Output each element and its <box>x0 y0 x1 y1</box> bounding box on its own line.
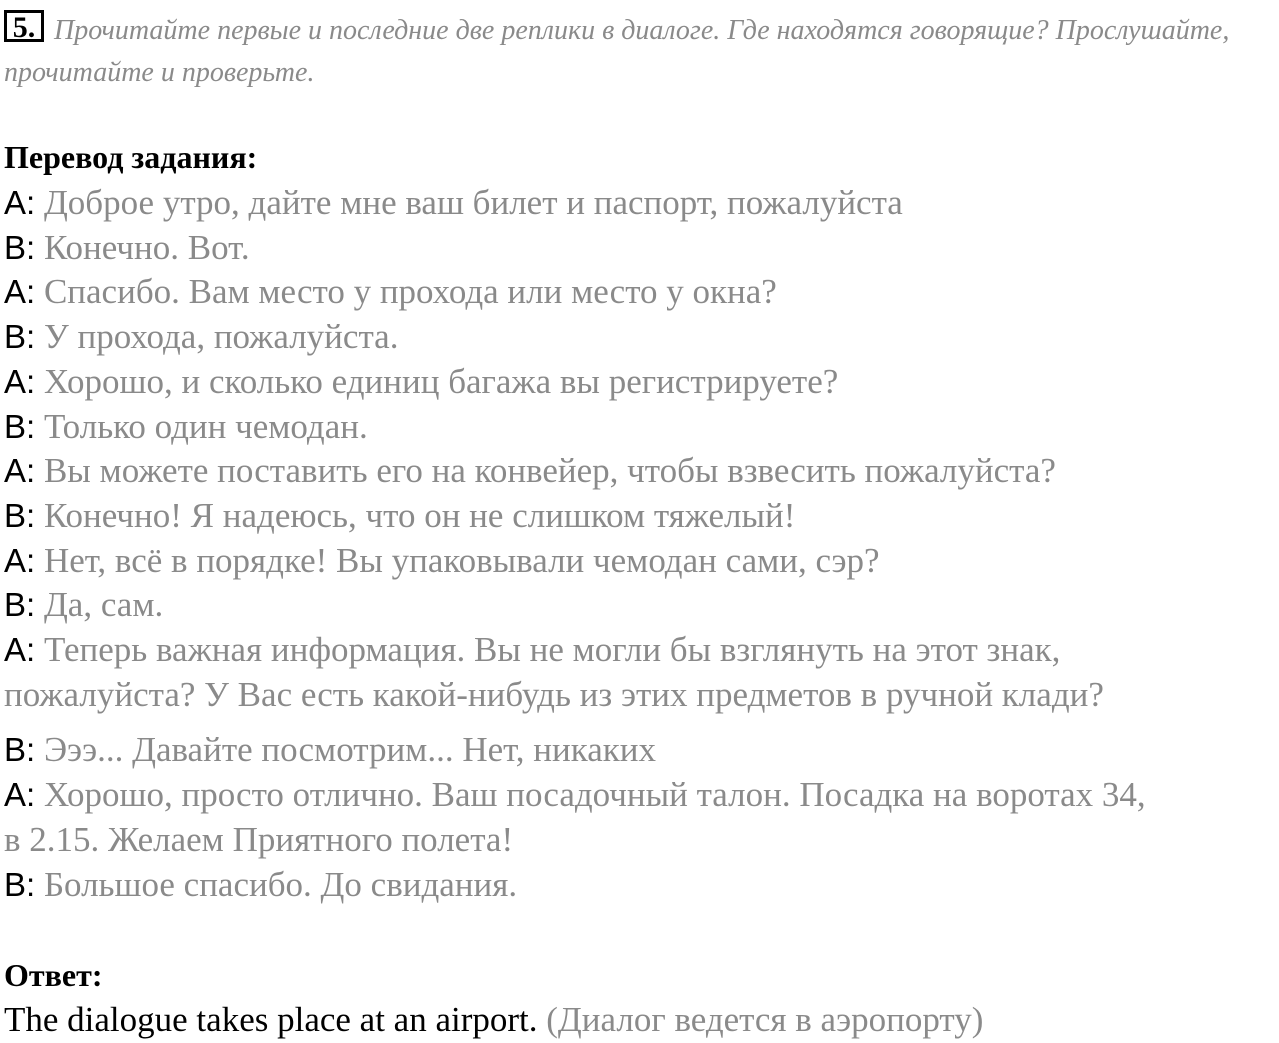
speaker-label: B <box>4 228 27 266</box>
dialogue-line: B: У прохода, пожалуйста. <box>4 317 399 357</box>
speaker-label: B <box>4 496 27 534</box>
dialogue-line: B: Эээ... Давайте посмотрим... Нет, никаких <box>4 730 657 770</box>
dialogue-line: A: Теперь важная информация. Вы не могли бы взглянуть на этот знак, <box>4 630 1061 670</box>
speaker-label: A <box>4 362 27 400</box>
speaker-label: A <box>4 541 27 579</box>
answer-english: The dialogue takes place at an airport. <box>4 1000 538 1039</box>
dialogue-text: Нет, всё в порядке! Вы упаковывали чемодан сами, сэр? <box>43 540 880 580</box>
dialogue-line: A: Хорошо, и сколько единиц багажа вы регистрируете? <box>4 361 839 401</box>
dialogue-text: Спасибо. Вам место у прохода или место у окна? <box>43 272 777 312</box>
speaker-label: B <box>4 407 27 445</box>
dialogue-line: A: Хорошо, просто отлично. Ваш посадочный талон. Посадка на воротах 34, <box>4 775 1146 815</box>
dialogue-text: Хорошо, и сколько единиц багажа вы регистрируете? <box>43 361 839 401</box>
dialogue-line: B: Конечно! Я надеюсь, что он не слишком тяжелый! <box>4 495 796 535</box>
dialogue-text: Да, сам. <box>43 585 164 625</box>
speaker-label: A <box>4 631 27 669</box>
translation-heading: Перевод задания: <box>4 139 258 175</box>
dialogue-line: B: Да, сам. <box>4 585 164 625</box>
dialogue-line: B: Только один чемодан. <box>4 406 368 446</box>
speaker-label: B <box>4 586 27 624</box>
dialogue-line-continuation: в 2.15. Желаем Приятного полета! <box>4 819 514 859</box>
speaker-label: B <box>4 731 27 769</box>
dialogue-text: Вы можете поставить его на конвейер, чтобы взвесить пожалуйста? <box>43 451 1056 491</box>
speaker-label: A <box>4 452 27 490</box>
dialogue-text: Доброе утро, дайте мне ваш билет и паспорт, пожалуйста <box>43 183 903 222</box>
dialogue <box>4 181 1279 907</box>
dialogue-text: Большое спасибо. До свидания. <box>43 864 518 904</box>
speaker-label: A <box>4 184 27 221</box>
answer-heading: Ответ: <box>4 957 103 993</box>
speaker-label: A <box>4 776 27 814</box>
speaker-label: A <box>4 273 27 311</box>
dialogue-text: У прохода, пожалуйста. <box>43 317 399 357</box>
answer <box>4 998 983 1042</box>
dialogue-line: A: Вы можете поставить его на конвейер, чтобы взвесить пожалуйста? <box>4 451 1056 491</box>
dialogue-line: A: Спасибо. Вам место у прохода или место у окна? <box>4 272 777 312</box>
task-number: 5. <box>4 10 44 42</box>
dialogue-text: Теперь важная информация. Вы не могли бы взглянуть на этот знак, <box>43 630 1061 670</box>
answer-russian: (Диалог ведется в аэропорту) <box>546 1000 984 1039</box>
task-header <box>4 10 1274 94</box>
dialogue-line: A: Доброе утро, дайте мне ваш билет и паспорт, пожалуйста <box>4 183 903 222</box>
speaker-label: B <box>4 318 27 356</box>
speaker-label: B <box>4 865 27 903</box>
dialogue-text: Только один чемодан. <box>43 406 368 446</box>
dialogue-text: Конечно! Я надеюсь, что он не слишком тяжелый! <box>43 495 796 535</box>
dialogue-line: A: Нет, всё в порядке! Вы упаковывали чемодан сами, сэр? <box>4 540 880 580</box>
dialogue-text: Конечно. Вот. <box>43 227 250 267</box>
dialogue-line-continuation: пожалуйста? У Вас есть какой-нибудь из этих предметов в ручной клади? <box>4 674 1104 714</box>
task-instruction: Прочитайте первые и последние две реплики в диалоге. Где находятся говорящие? Прослушайте, прочитайте и проверьте. <box>4 15 1230 88</box>
dialogue-text: Эээ... Давайте посмотрим... Нет, никаких <box>43 730 657 770</box>
dialogue-line: B: Конечно. Вот. <box>4 227 250 267</box>
dialogue-line: B: Большое спасибо. До свидания. <box>4 864 518 904</box>
dialogue-text: Хорошо, просто отлично. Ваш посадочный талон. Посадка на воротах 34, <box>43 775 1146 815</box>
